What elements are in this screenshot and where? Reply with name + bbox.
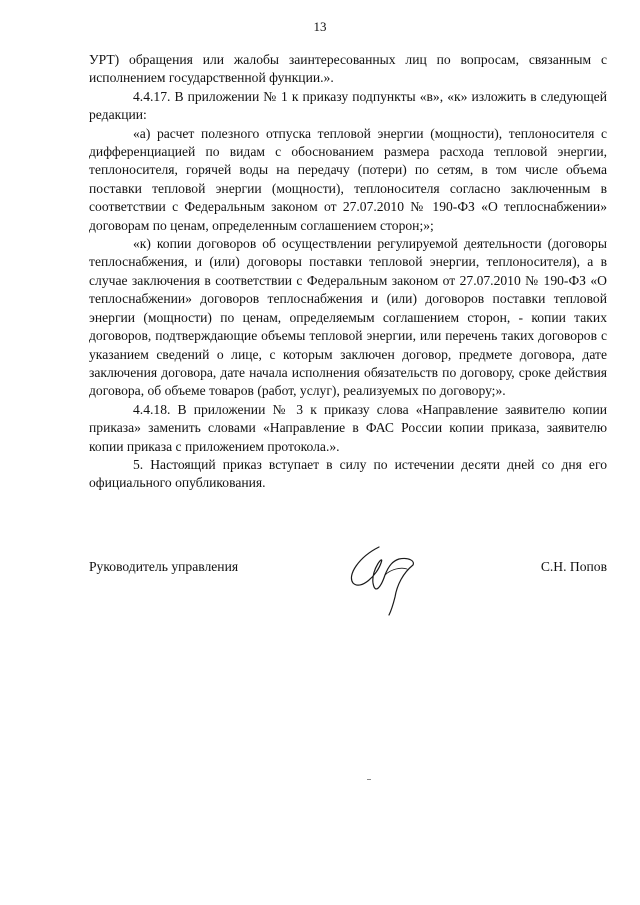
document-body — [89, 51, 607, 493]
paragraph-subitem-k: «к) копии договоров об осуществлении регулируемой деятельности (договоры теплоснабжения, и (или) договоры поставки тепловой энергии, теплоносителя), а в случае заключения в соответствии с Федеральным законом от 27.07.2010 № 190-ФЗ «О теплоснабжении» договоров теплоснабжения и (или) договоров поставки тепловой энергии (мощности) по ценам, определяемым соглашением сторон, - копии таких договоров, подтверждающие объемы тепловой энергии, или перечень таких договоров с указанием сведений о лице, с которым заключен договор, предмете договора, дате заключения договора, дате начала исполнения обязательств по договору, сроке действия договора, об объеме товаров (работ, услуг), реализуемых по договору;». — [89, 236, 607, 399]
scan-artifact-dot — [367, 779, 371, 780]
signer-title: Руководитель управления — [89, 559, 239, 574]
page-number: 13 — [313, 19, 327, 34]
handwritten-signature — [341, 539, 421, 619]
signature-block — [89, 551, 607, 621]
paragraph-4-4-17: 4.4.17. В приложении № 1 к приказу подпункты «в», «к» изложить в следующей редакции: — [89, 88, 607, 123]
paragraph-subitem-a: «а) расчет полезного отпуска тепловой энергии (мощности), теплоносителя с дифференциацией по видам с обоснованием размера расхода тепловой энергии, теплоносителя, горячей воды на передачу (потери) по сетям, в том числе объема поставки тепловой энергии (мощности), теплоносителя согласно заключенным в соответствии с Федеральным законом от 27.07.2010 № 190-ФЗ «О теплоснабжении» договорам по ценам, определенным соглашением сторон;»; — [89, 125, 607, 233]
paragraph-5: 5. Настоящий приказ вступает в силу по истечении десяти дней со дня его официального опубликования. — [89, 456, 607, 491]
signer-name: С.Н. Попов — [540, 559, 607, 574]
paragraph-4-4-18: 4.4.18. В приложении № 3 к приказу слова «Направление заявителю копии приказа» заменить словами «Направление в ФАС России копии приказа, заявителю копии приказа с приложением протокола.». — [89, 401, 607, 454]
paragraph-continuation: УРТ) обращения или жалобы заинтересованных лиц по вопросам, связанным с исполнением государственной функции.». — [89, 52, 607, 86]
